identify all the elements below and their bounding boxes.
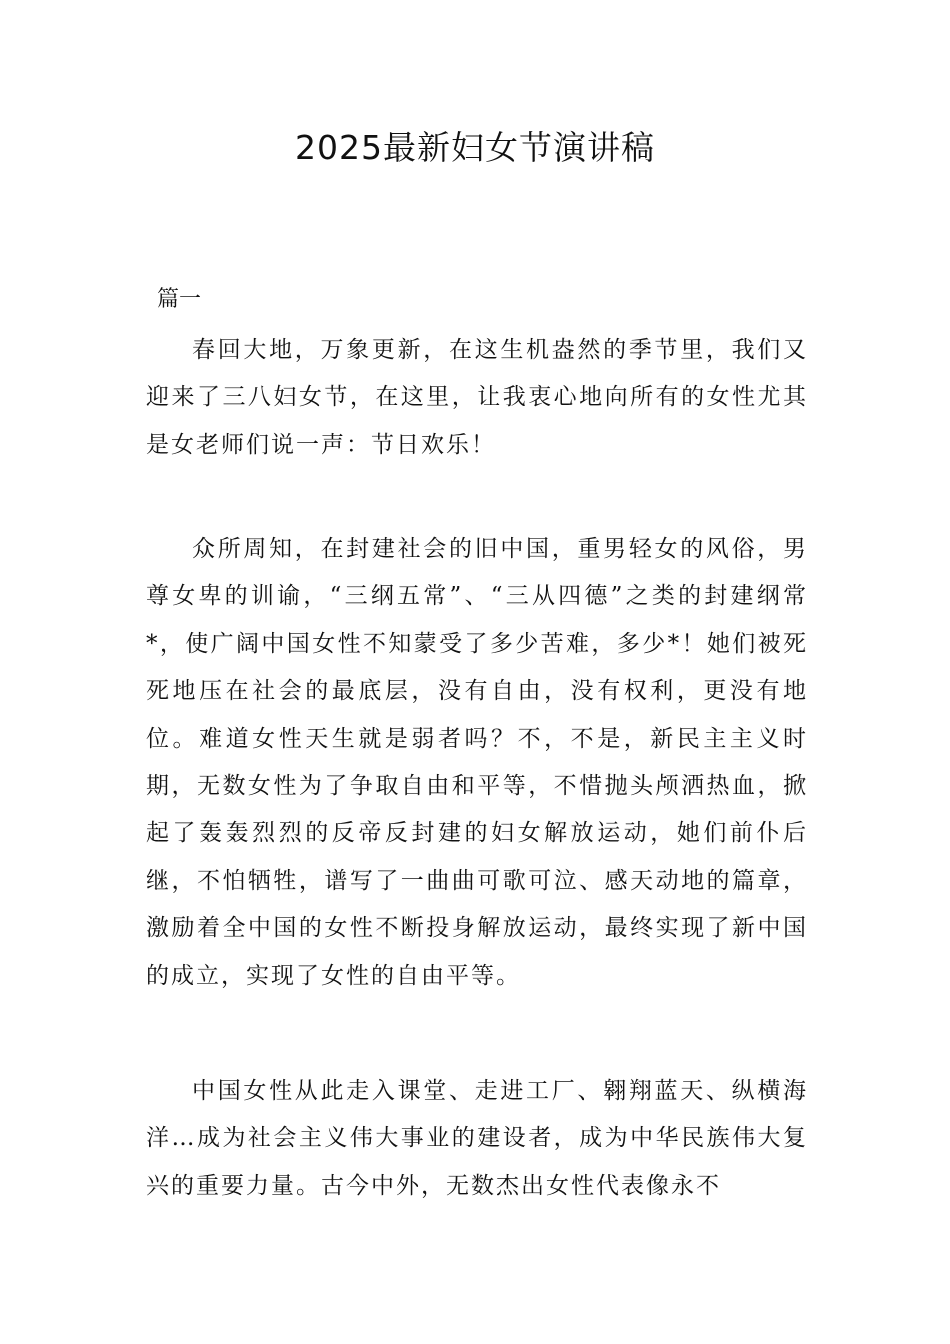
section-label: 篇一 bbox=[157, 287, 202, 312]
document-title: 2025最新妇女节演讲稿 bbox=[295, 128, 655, 167]
paragraph-2: 众所周知，在封建社会的旧中国，重男轻女的风俗，男尊女卑的训谕，“三纲五常”、“三从四德”之类的封建纲常*，使广阔中国女性不知蒙受了多少苦难，多少*！她们被死死地压在社会的最底层，没有自由，没有权利，更没有地位。难道女性天生就是弱者吗？不，不是，新民主主义时期，无数女性为了争取自由和平等，不惜抛头颅洒热血，掀起了轰轰烈烈的反帝反封建的妇女解放运动，她们前仆后继，不怕牺牲，谱写了一曲曲可歌可泣、感天动地的篇章，激励着全中国的女性不断投身解放运动，最终实现了新中国的成立，实现了女性的自由平等。 bbox=[146, 536, 808, 989]
paragraph-1: 春回大地，万象更新，在这生机盎然的季节里，我们又迎来了三八妇女节，在这里，让我衷心地向所有的女性尤其是女老师们说一声：节日欢乐！ bbox=[146, 337, 808, 458]
paragraph-3: 中国女性从此走入课堂、走进工厂、翱翔蓝天、纵横海洋…成为社会主义伟大事业的建设者，成为中华民族伟大复兴的重要力量。古今中外，无数杰出女性代表像永不 bbox=[146, 1078, 808, 1199]
